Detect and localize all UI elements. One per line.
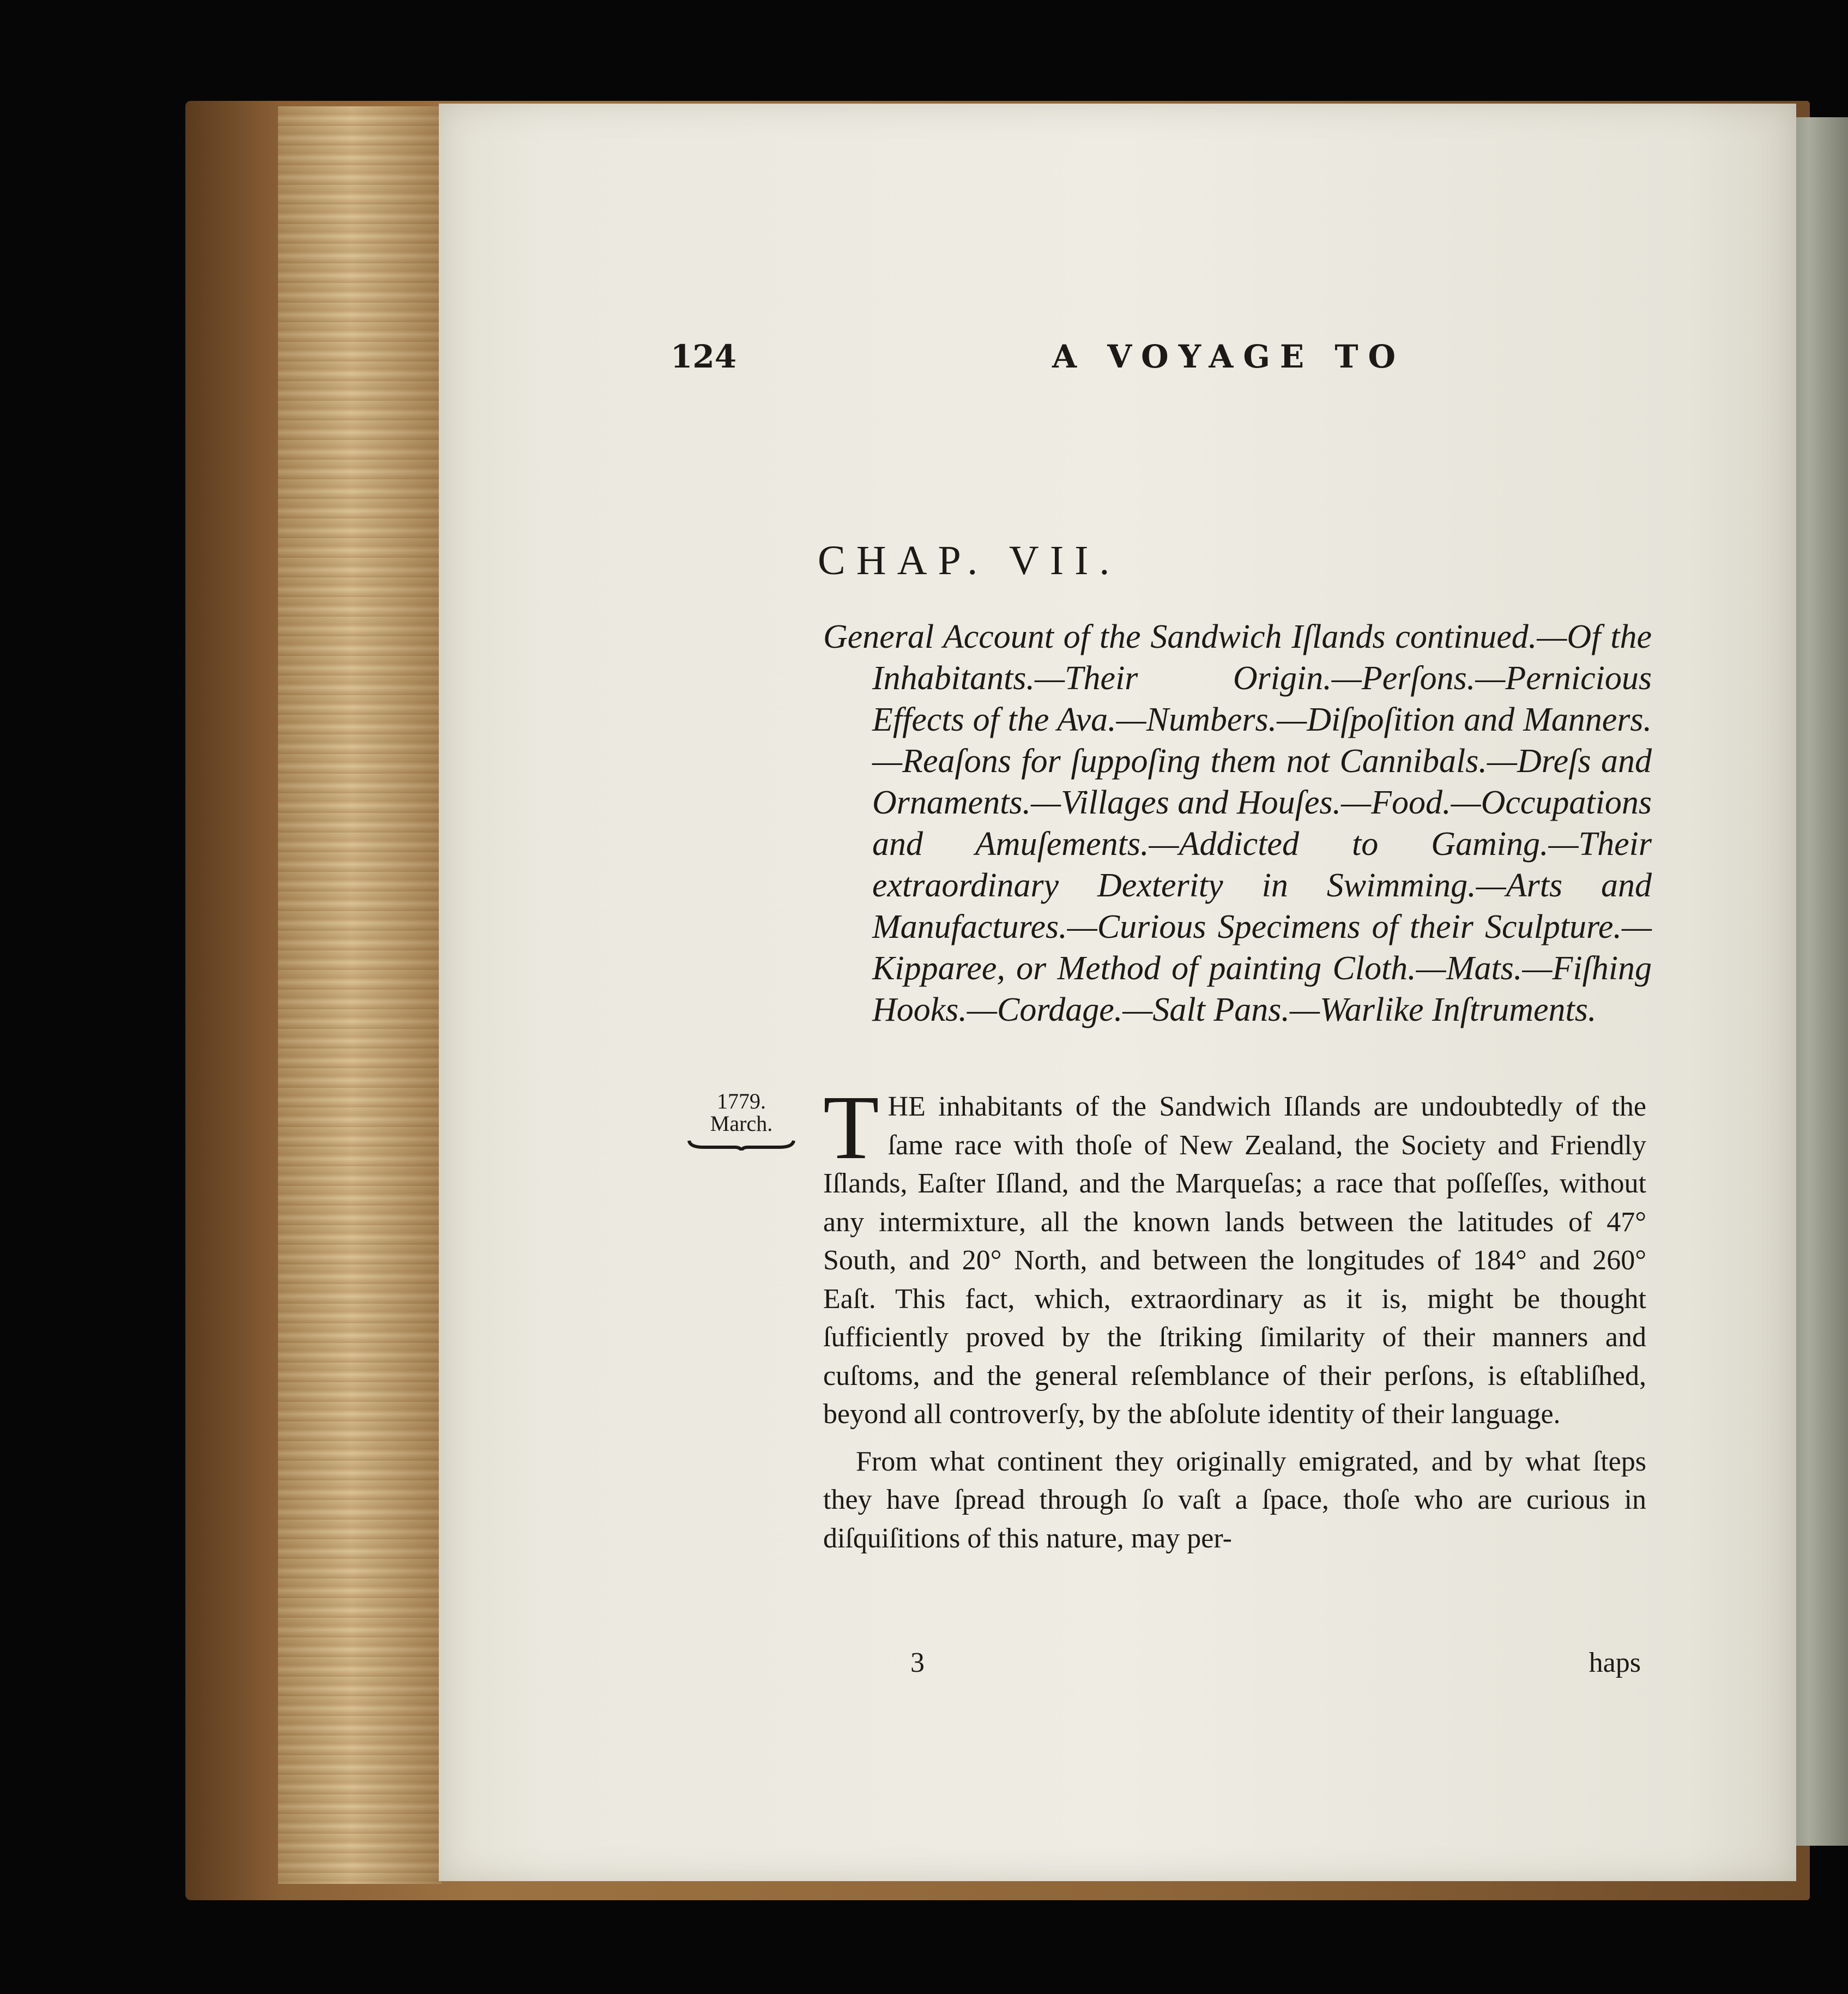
chapter-summary: General Account of the Sandwich Iſlands continued.—Of the Inhabitants.—Their Origin.—Perſons.—Pernicious Effects of the Ava.—Numbers.—Diſpoſition and Manners.—Reaſons for ſuppoſing them not Cannibals.—Dreſs and Ornaments.—Villages and Houſes.—Food.—Occupations and Amuſements.—Addicted to Gaming.—Their extraordinary Dexterity in Swimming.—Arts and Manufactures.—Curious Specimens of their Sculpture.—Kipparee, or Method of painting Cloth.—Mats.—Fiſhing Hooks.—Cordage.—Salt Pans.—Warlike Inſtruments. bbox=[823, 618, 1652, 1028]
paragraph-1 bbox=[823, 1077, 1646, 1434]
drop-cap: T bbox=[823, 1077, 879, 1178]
margin-month: March. bbox=[710, 1111, 773, 1136]
page-fore-edge bbox=[278, 106, 442, 1884]
margin-date-note bbox=[684, 1091, 799, 1153]
signature-mark: 3 bbox=[910, 1647, 925, 1678]
paragraph-2: From what continent they originally emigrated, and by what ſteps they have ſpread through ſo vaſt a ſpace, thoſe who are curious in diſquiſitions of this nature, may per- bbox=[823, 1445, 1646, 1554]
margin-year: 1779. bbox=[717, 1089, 766, 1113]
running-head-title: A VOYAGE TO bbox=[1052, 338, 1406, 375]
body-text bbox=[823, 1077, 1646, 1567]
page-footer bbox=[823, 1647, 1646, 1685]
catchword: haps bbox=[1589, 1647, 1641, 1678]
page-number: 124 bbox=[671, 338, 737, 375]
paragraph-1-text: HE inhabitants of the Sandwich Iſlands are undoubtedly of the ſame race with thoſe of New Zealand, the Society and Friendly Iſlands, Eaſter Iſland, and the Marqueſas; a race that poſſeſſes, without any intermixture, all the known lands between the latitudes of 47° South, and 20° North, and between the longitudes of 184° and 260° Eaſt. This fact, which, extraordinary as it is, might be thought ſufficiently proved by the ſtriking ſimilarity of their manners and cuſtoms, and the general reſemblance of their perſons, is eſtabliſhed, beyond all controverſy, by the abſolute identity of their language. bbox=[823, 1091, 1646, 1430]
chapter-title: CHAP. VII. bbox=[818, 538, 1121, 583]
margin-brace-icon bbox=[687, 1138, 796, 1150]
